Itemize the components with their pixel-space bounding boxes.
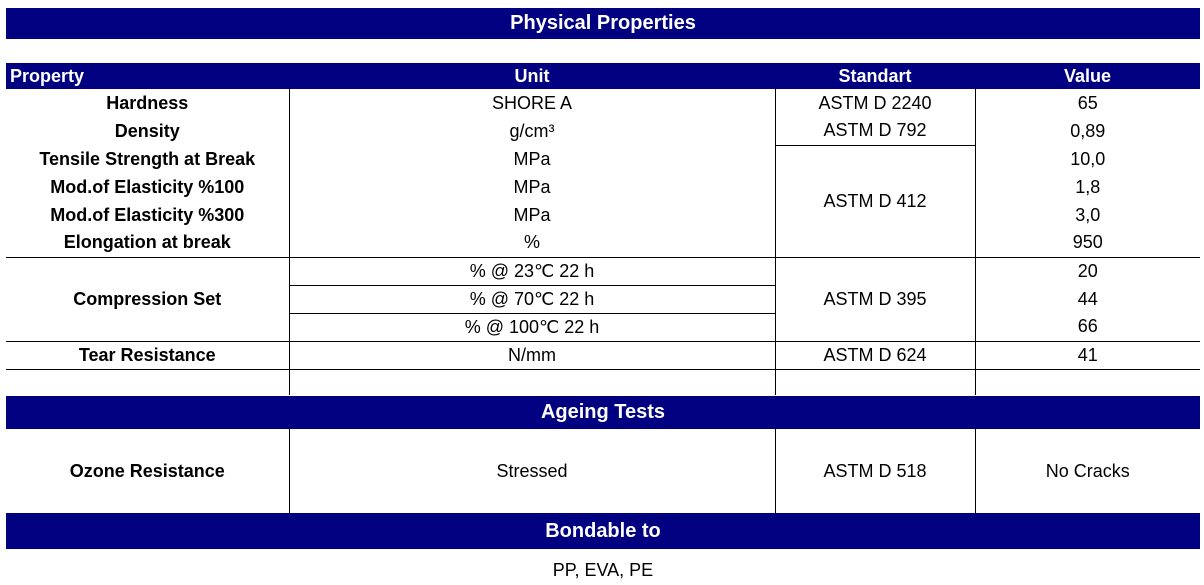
unit-cell: Stressed — [289, 429, 775, 513]
ageing-tests-table — [6, 429, 1200, 513]
table-row — [6, 257, 1200, 285]
property-cell: Density — [114, 120, 180, 141]
value-cell: 0,89 — [975, 117, 1200, 145]
table-header-row — [6, 63, 1200, 89]
property-cell: Mod.of Elasticity %300 — [50, 204, 245, 225]
ageing-tests-title: Ageing Tests — [6, 396, 1200, 429]
unit-cell: MPa — [289, 173, 775, 201]
unit-cell: N/mm — [289, 341, 775, 369]
physical-properties-title: Physical Properties — [6, 8, 1200, 39]
standard-cell-merged: ASTM D 412 — [775, 145, 975, 257]
property-cell: Tear Resistance — [6, 341, 289, 369]
value-cell: 44 — [975, 285, 1200, 313]
table-row — [6, 145, 1200, 173]
value-cell: 3,0 — [975, 201, 1200, 229]
table-row — [6, 229, 1200, 257]
bondable-value: PP, EVA, PE — [552, 560, 654, 580]
value-cell: 41 — [975, 341, 1200, 369]
property-cell-merged: Compression Set — [6, 257, 289, 341]
unit-cell: % @ 100℃ 22 h — [289, 313, 775, 341]
unit-cell: % @ 23℃ 22 h — [289, 257, 775, 285]
unit-cell: g/cm³ — [289, 117, 775, 145]
table-row — [6, 429, 1200, 513]
header-property: Property — [6, 63, 289, 89]
table-row — [6, 89, 1200, 117]
unit-cell: MPa — [289, 145, 775, 173]
value-cell: 20 — [975, 257, 1200, 285]
standard-cell: ASTM D 792 — [775, 117, 975, 145]
empty-row — [6, 369, 1200, 395]
unit-cell: MPa — [289, 201, 775, 229]
property-cell: Elongation at break — [6, 229, 289, 257]
standard-cell: ASTM D 624 — [775, 341, 975, 369]
table-row — [6, 201, 1200, 229]
table-row — [6, 341, 1200, 369]
standard-cell: ASTM D 2240 — [775, 89, 975, 117]
unit-cell: SHORE A — [289, 89, 775, 117]
value-cell: 950 — [975, 229, 1200, 257]
standard-cell-merged: ASTM D 395 — [775, 257, 975, 341]
property-cell: Hardness — [106, 92, 189, 113]
table-row — [6, 173, 1200, 201]
value-cell: No Cracks — [975, 429, 1200, 513]
value-cell: 1,8 — [975, 173, 1200, 201]
standard-cell: ASTM D 518 — [775, 429, 975, 513]
property-cell: Mod.of Elasticity %100 — [50, 176, 245, 197]
header-unit: Unit — [289, 63, 775, 89]
value-cell: 65 — [975, 89, 1200, 117]
header-standard: Standart — [775, 63, 975, 89]
property-cell: Ozone Resistance — [69, 460, 225, 481]
bondable-title: Bondable to — [6, 513, 1200, 549]
property-cell: Tensile Strength at Break — [39, 148, 256, 169]
unit-cell: % — [289, 229, 775, 257]
table-row — [6, 117, 1200, 145]
unit-cell: % @ 70℃ 22 h — [289, 285, 775, 313]
header-value: Value — [975, 63, 1200, 89]
physical-properties-table — [6, 63, 1200, 395]
value-cell: 10,0 — [975, 145, 1200, 173]
value-cell: 66 — [975, 313, 1200, 341]
